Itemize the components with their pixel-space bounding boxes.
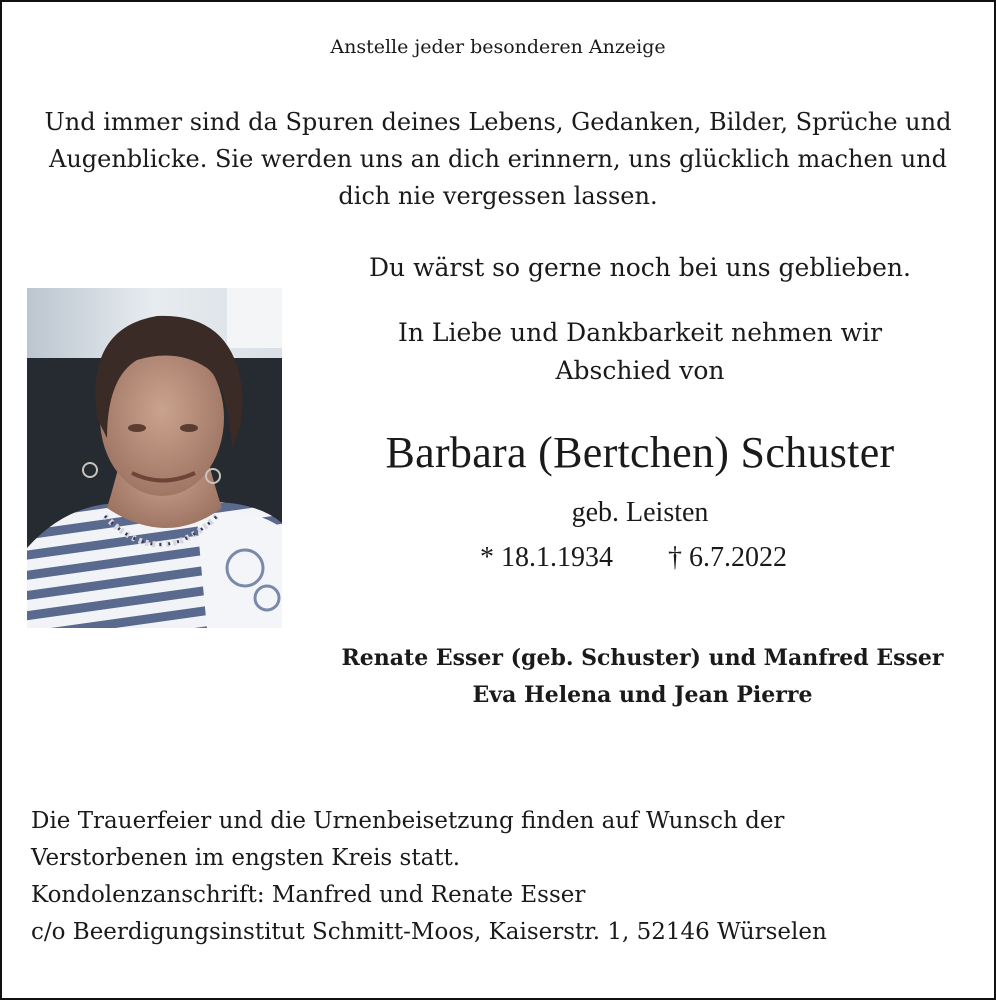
mourner-line: Renate Esser (geb. Schuster) und Manfred Esser (341, 645, 944, 671)
farewell-line: In Liebe und Dankbarkeit nehmen wir (397, 318, 883, 347)
portrait-image (27, 288, 282, 628)
deceased-name: Barbara (Bertchen) Schuster (385, 428, 895, 477)
quote-line: Augenblicke. Sie werden uns an dich erinnern, uns glücklich machen und (48, 145, 948, 173)
birth-date: * 18.1.1934 (480, 542, 613, 573)
closing-line: Die Trauerfeier und die Urnenbeisetzung finden auf Wunsch der (31, 808, 785, 834)
wish-line: Du wärst so gerne noch bei uns geblieben. (369, 253, 911, 282)
intro-line: Anstelle jeder besonderen Anzeige (330, 36, 666, 58)
closing-line: Verstorbenen im engsten Kreis statt. (31, 845, 461, 871)
mourner-line: Eva Helena und Jean Pierre (472, 682, 813, 708)
maiden-name: geb. Leisten (571, 497, 709, 528)
condolence-address: Kondolenzanschrift: Manfred und Renate Esser (31, 882, 586, 908)
farewell-text (360, 314, 920, 390)
funeral-home-address: c/o Beerdigungsinstitut Schmitt-Moos, Kaiserstr. 1, 52146 Würselen (31, 919, 827, 945)
memorial-quote (0, 104, 996, 215)
closing-notice (31, 803, 827, 951)
quote-line: dich nie vergessen lassen. (338, 182, 658, 210)
quote-line: Und immer sind da Spuren deines Lebens, Gedanken, Bilder, Sprüche und (44, 108, 952, 136)
farewell-line: Abschied von (555, 356, 725, 385)
death-date: † 6.7.2022 (668, 542, 787, 573)
portrait-photo (27, 288, 282, 628)
mourners-list (300, 640, 985, 714)
